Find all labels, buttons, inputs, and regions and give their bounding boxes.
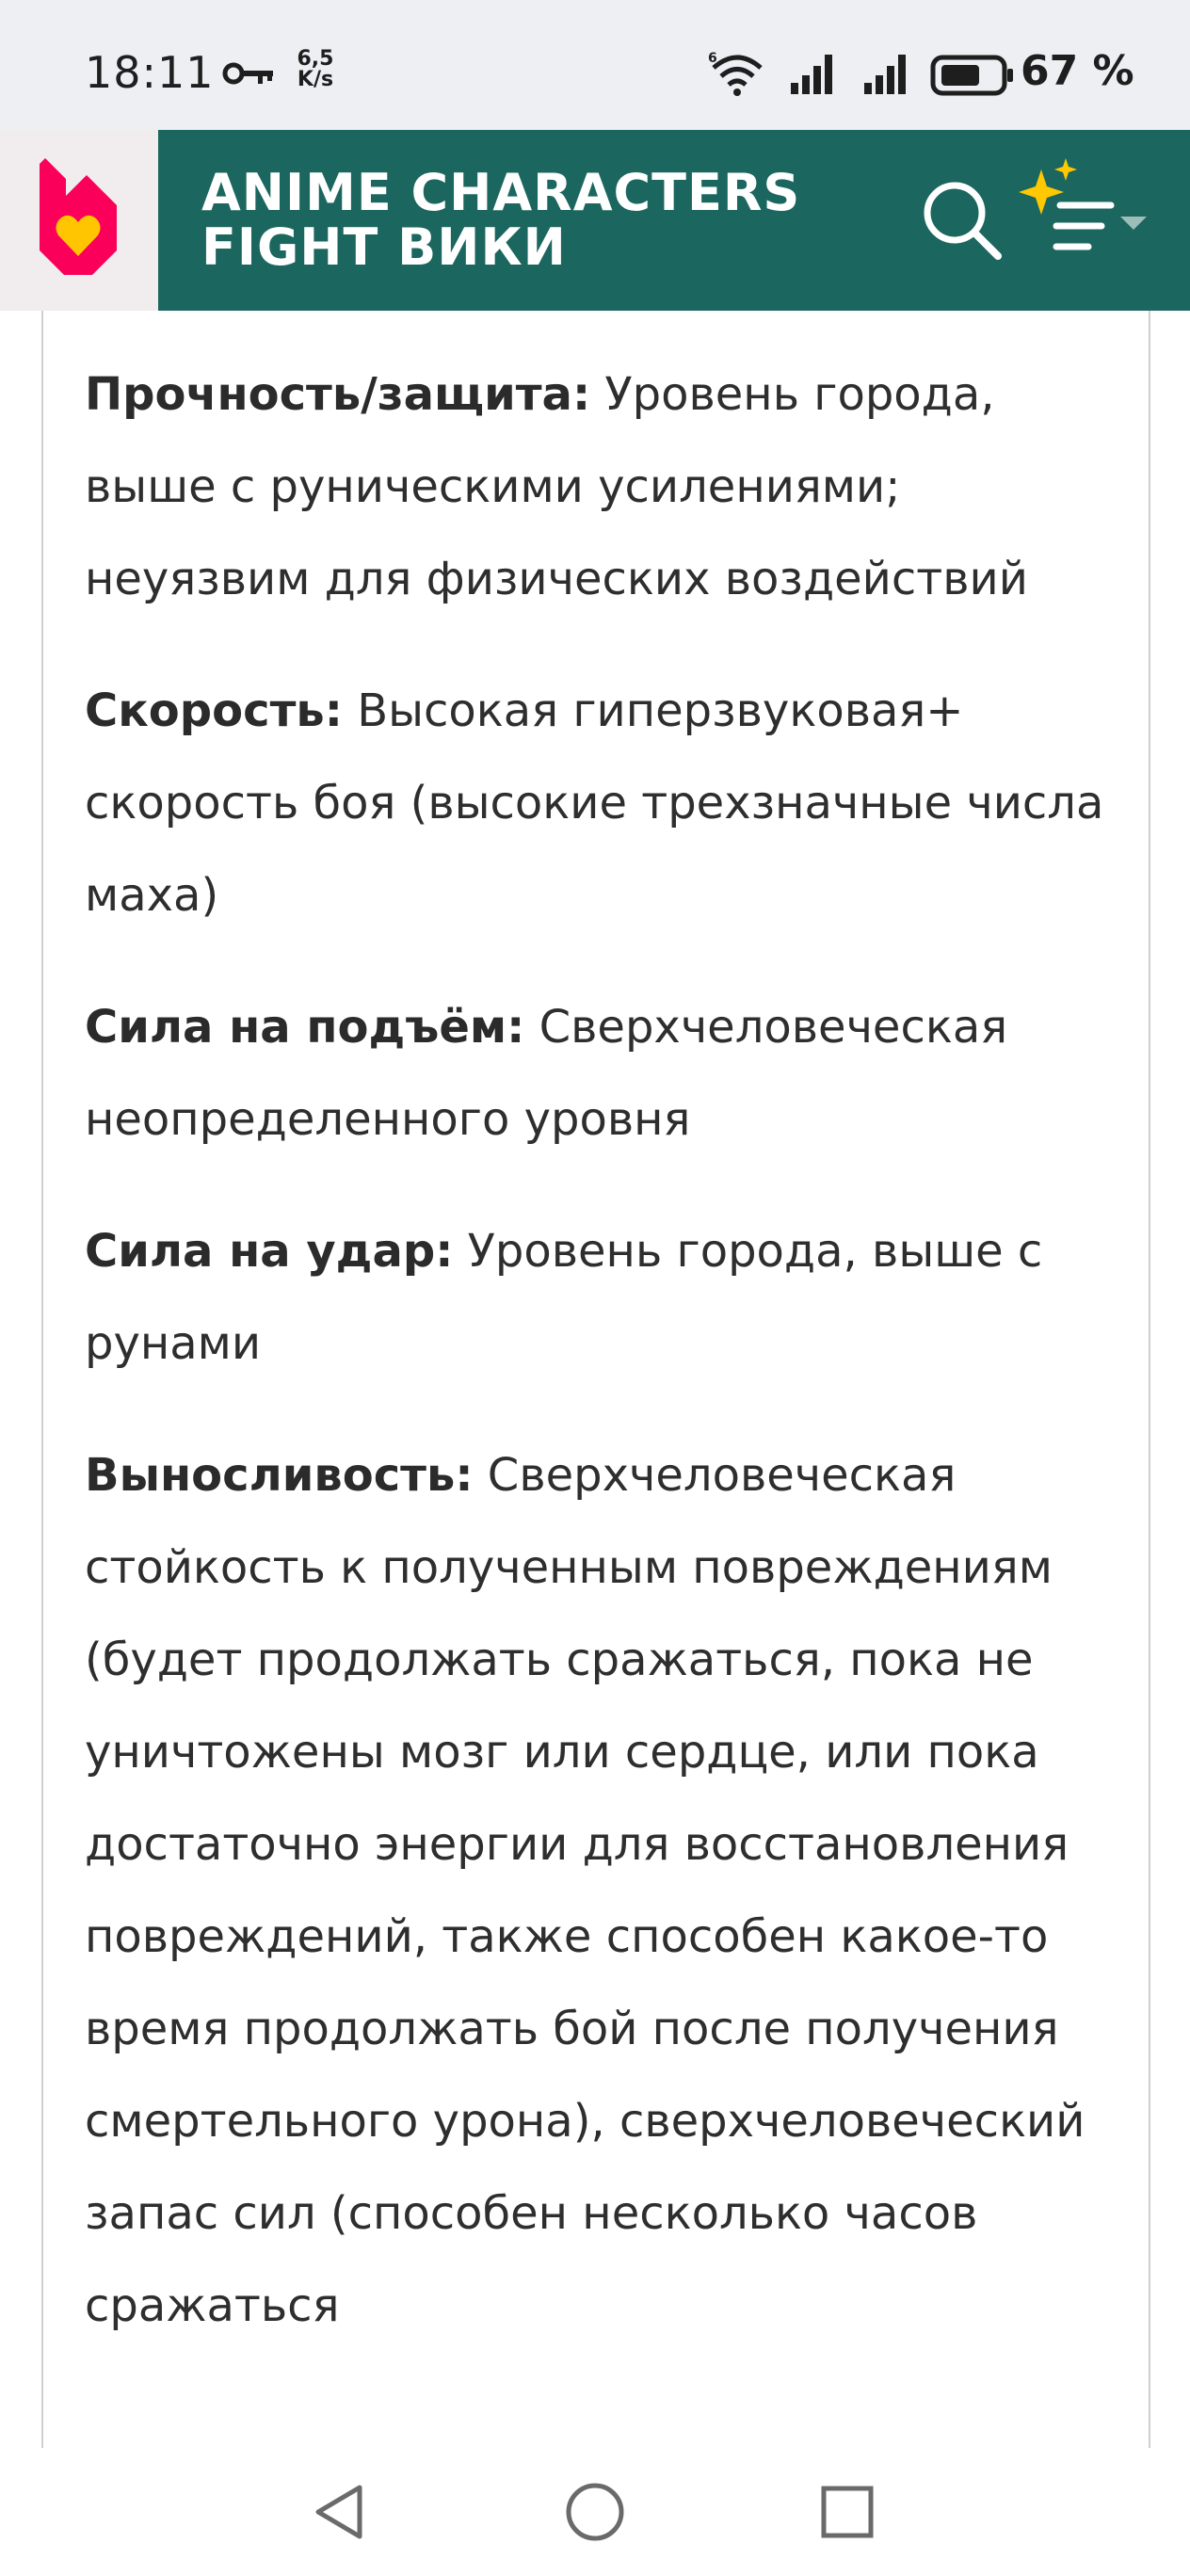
stat-term: Выносливость:	[85, 1449, 474, 1502]
stat-term: Сила на удар:	[85, 1225, 454, 1278]
stat-term: Скорость:	[85, 684, 343, 737]
menu-icon[interactable]	[1007, 151, 1158, 273]
recents-icon[interactable]	[819, 2484, 876, 2540]
search-icon[interactable]	[919, 177, 1004, 262]
fandom-logo-icon	[36, 158, 121, 275]
article-container	[41, 311, 1150, 2448]
status-time: 18:11	[85, 47, 215, 98]
stat-text: Сверхчеловеческая стойкость к полученным повреждениям (будет продолжать сражаться, пока не уничтожены мозг или сердце, или пока достаточно энергии для восстановления повреждений, также способен какое-то время продолжать бой после получения смертельного урона), сверхчеловеческий запас сил (способен несколько часов сражаться	[85, 1449, 1085, 2332]
stat-entry-lifting-strength	[85, 981, 1120, 1166]
stat-entry-stamina	[85, 1429, 1120, 2352]
network-speed	[292, 49, 339, 90]
stat-entry-striking-strength	[85, 1205, 1120, 1390]
stat-entry-durability	[85, 348, 1120, 625]
status-bar	[0, 0, 1190, 130]
fandom-logo[interactable]	[0, 130, 158, 311]
article-content	[85, 348, 1120, 2391]
wifi-icon	[708, 49, 766, 98]
network-speed-value: 6,5	[297, 47, 334, 71]
stat-text: Высокая гиперзвуковая+ скорость боя (высокие трехзначные числа маха)	[85, 684, 1104, 922]
signal-icon	[789, 53, 842, 96]
key-icon	[222, 60, 275, 87]
wiki-header	[0, 130, 1190, 311]
stat-text: Уровень города, выше с рунами	[85, 1225, 1043, 1370]
stat-term: Сила на подъём:	[85, 1001, 525, 1054]
svg-text:6: 6	[708, 51, 717, 66]
stat-text: Сверхчеловеческая неопределенного уровня	[85, 1001, 1008, 1146]
stat-entry-speed	[85, 665, 1120, 942]
stat-text: Уровень города, выше с руническими усилениями; неуязвим для физических воздействий	[85, 368, 1028, 605]
wiki-title-line-1: ANIME CHARACTERS	[201, 163, 801, 222]
signal-icon	[862, 53, 915, 96]
wiki-title[interactable]	[201, 163, 801, 277]
battery-icon	[930, 55, 1015, 96]
back-icon[interactable]	[311, 2482, 371, 2542]
battery-percent: 67 %	[1021, 47, 1134, 95]
stat-term: Прочность/защита:	[85, 368, 591, 421]
wiki-title-line-2: FIGHT ВИКИ	[201, 217, 567, 277]
home-icon[interactable]	[563, 2480, 627, 2544]
network-speed-unit: K/s	[297, 68, 334, 91]
system-nav-bar	[0, 2448, 1190, 2576]
